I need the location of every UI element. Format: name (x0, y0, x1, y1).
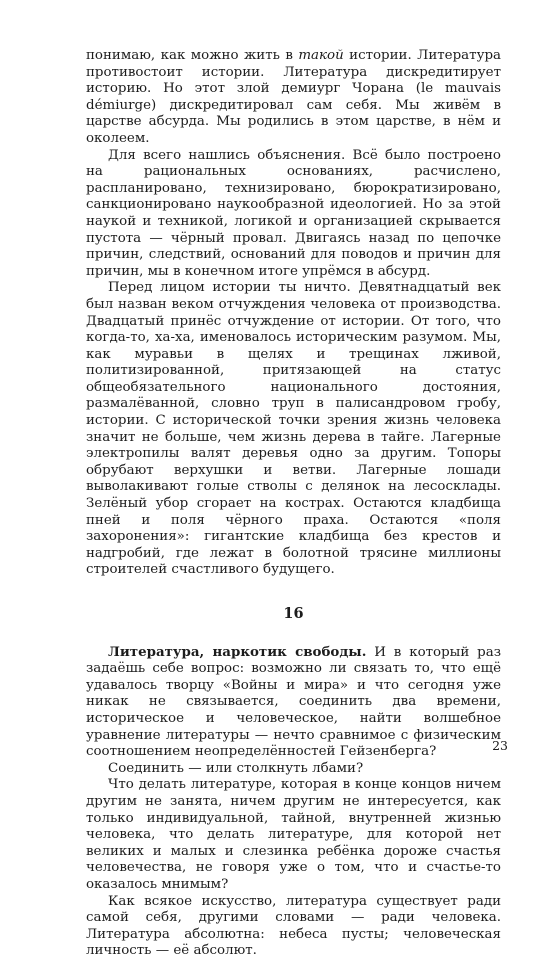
paragraph-text: понимаю, как можно жить в (86, 48, 299, 63)
main-text (86, 48, 501, 960)
emphasis-text: такой (298, 48, 344, 63)
section-lead: Литература, наркотик свободы. (108, 643, 367, 660)
paragraph: Для всего нашлись объяснения. Всё было построено на рациональных основаниях, расчислено, распланировано, технизировано, бюрократизировано, санкционировано наукообразной идеологией. Но за этой наукой и техникой, логикой и организацией скрывается пустота — чёрный провал. Двигаясь назад по цепочке причин, следствий, оснований для поводов и причин для причин, мы в конечном итоге упрёмся в абсурд. (86, 147, 501, 279)
section-first-paragraph (86, 644, 501, 761)
paragraph: Соединить — или столкнуть лбами? (108, 760, 364, 776)
page-number: 23 (492, 738, 508, 753)
paragraph: Что делать литературе, которая в конце концов ничем другим не занята, ничем другим не интересуется, как только индивидуальной, тайной, внутренней жизнью человека, что делать литературе, для которой нет великих и малых и слезинка ребёнка дороже счастья человечества, не говоря уже о том, что и счастье-то оказалось мнимым? (86, 777, 501, 892)
paragraph: Как всякое искусство, литература существует ради самой себя, другими словами — ради человека. Литература абсолютна: небеса пусты; человеческая личность — её абсолют. (86, 893, 501, 959)
paragraph-continued (86, 48, 501, 148)
paragraph-text: истории. Литература противостоит истории. Литература дискредитирует историю. Но этот злой демиург Чорана (le mauvais démiurge) дискредитировал сам себя. Мы живём в царстве абсурда. Мы родились в этом царстве, в нём и околеем. (86, 48, 501, 146)
paragraph-text: И в который раз задаёшь себе вопрос: возможно ли связать то, что ещё удавалось творцу «Войны и мира» и что сегодня уже никак не связывается, соединить два времени, историческое и человеческое, найти волшебное уравнение литературы — нечто сравнимое с физическим соотношением неопределённостей Гейзенберга? (86, 644, 501, 760)
section-number: 16 (283, 605, 304, 622)
paragraph: Перед лицом истории ты ничто. Девятнадцатый век был назван веком отчуждения человека от производства. Двадцатый принёс отчуждение от истории. От того, что когда-то, ха-ха, именовалось историческим разумом. Мы, как муравьи в щелях и трещинах лживой, политизированной, притязающей на статус общеобязательного национального достояния, размалёванной, словно труп в палисандровом гробу, истории. С исторической точки зрения жизнь человека значит не больше, чем жизнь дерева в тайге. Лагерные электропилы валят деревья одно за другим. Топоры обрубают верхушки и ветви. Лагерные лошади выволакивают голые стволы с делянок на лесосклады. Зелёный убор сгорает на кострах. Остаются кладбища пней и поля чёрного праха. Остаются «поля захоронения»: гигантские кладбища без крестов и надгробий, где лежат в болотной трясине миллионы строителей счастливого будущего. (86, 280, 501, 578)
